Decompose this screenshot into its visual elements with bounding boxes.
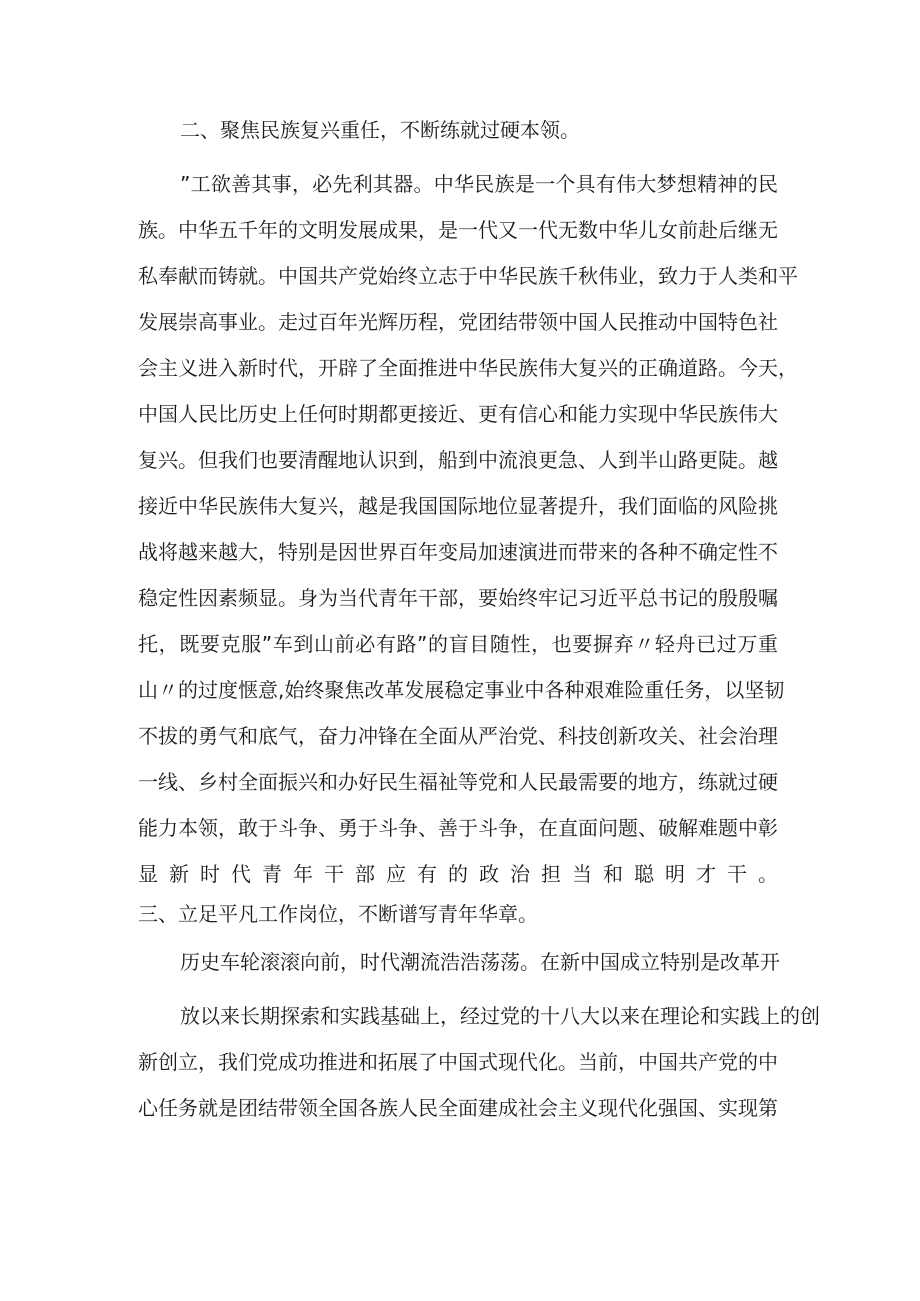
paragraph-line: 新创立，我们党成功推进和拓展了中国式现代化。当前，中国共产党的中: [138, 1050, 778, 1074]
paragraph-line: 接近中华民族伟大复兴，越是我国国际地位显著提升，我们面临的风险挑: [138, 494, 778, 518]
paragraph-line: 发展崇高事业。走过百年光辉历程，党团结带领中国人民推动中国特色社: [138, 310, 778, 334]
paragraph-line: 山〃的过度惬意,始终聚焦改革发展稳定事业中各种艰难险重任务，以坚韧: [138, 678, 785, 702]
paragraph-line: 复兴。但我们也要清醒地认识到，船到中流浪更急、人到半山路更陡。越: [138, 448, 778, 472]
paragraph-line: 托，既要克服”车到山前必有路”的盲目随性，也要摒弃〃轻舟已过万重: [138, 632, 778, 656]
paragraph-line: 战将越来越大，特别是因世界百年变局加速演进而带来的各种不确定性不: [138, 540, 778, 564]
section-heading-2: 二、聚焦民族复兴重任，不断练就过硬本领。: [180, 118, 580, 142]
paragraph-line: 一线、乡村全面振兴和办好民生福祉等党和人民最需要的地方，练就过硬: [138, 770, 778, 794]
paragraph-line: 放以来长期探索和实践基础上，经过党的十八大以来在理论和实践上的创: [180, 1004, 820, 1028]
paragraph-line: 族。中华五千年的文明发展成果，是一代又一代无数中华儿女前赴后继无: [138, 218, 778, 242]
paragraph-line: 心任务就是团结带领全国各族人民全面建成社会主义现代化强国、实现第: [138, 1096, 778, 1120]
paragraph-line: 三、立足平凡工作岗位，不断谱写青年华章。: [138, 902, 538, 926]
paragraph-line: 显新时代青年干部应有的政治担当和聪明才干。: [138, 862, 778, 886]
paragraph-line: 稳定性因素频显。身为当代青年干部，要始终牢记习近平总书记的殷殷嘱: [138, 586, 778, 610]
paragraph-line: ”工欲善其事，必先利其器。中华民族是一个具有伟大梦想精神的民: [180, 172, 778, 196]
paragraph-line: 不拔的勇气和底气，奋力冲锋在全面从严治党、科技创新攻关、社会治理: [138, 724, 778, 748]
paragraph-line: 私奉献而铸就。中国共产党始终立志于中华民族千秋伟业，致力于人类和平: [138, 264, 798, 288]
section-heading-3: 历史车轮滚滚向前，时代潮流浩浩荡荡。在新中国成立特别是改革开: [180, 950, 780, 974]
paragraph-line: 会主义进入新时代，开辟了全面推进中华民族伟大复兴的正确道路。今天，: [138, 356, 798, 380]
paragraph-line: 中国人民比历史上任何时期都更接近、更有信心和能力实现中华民族伟大: [138, 402, 778, 426]
paragraph-line: 能力本领，敢于斗争、勇于斗争、善于斗争，在直面问题、破解难题中彰: [138, 816, 778, 840]
